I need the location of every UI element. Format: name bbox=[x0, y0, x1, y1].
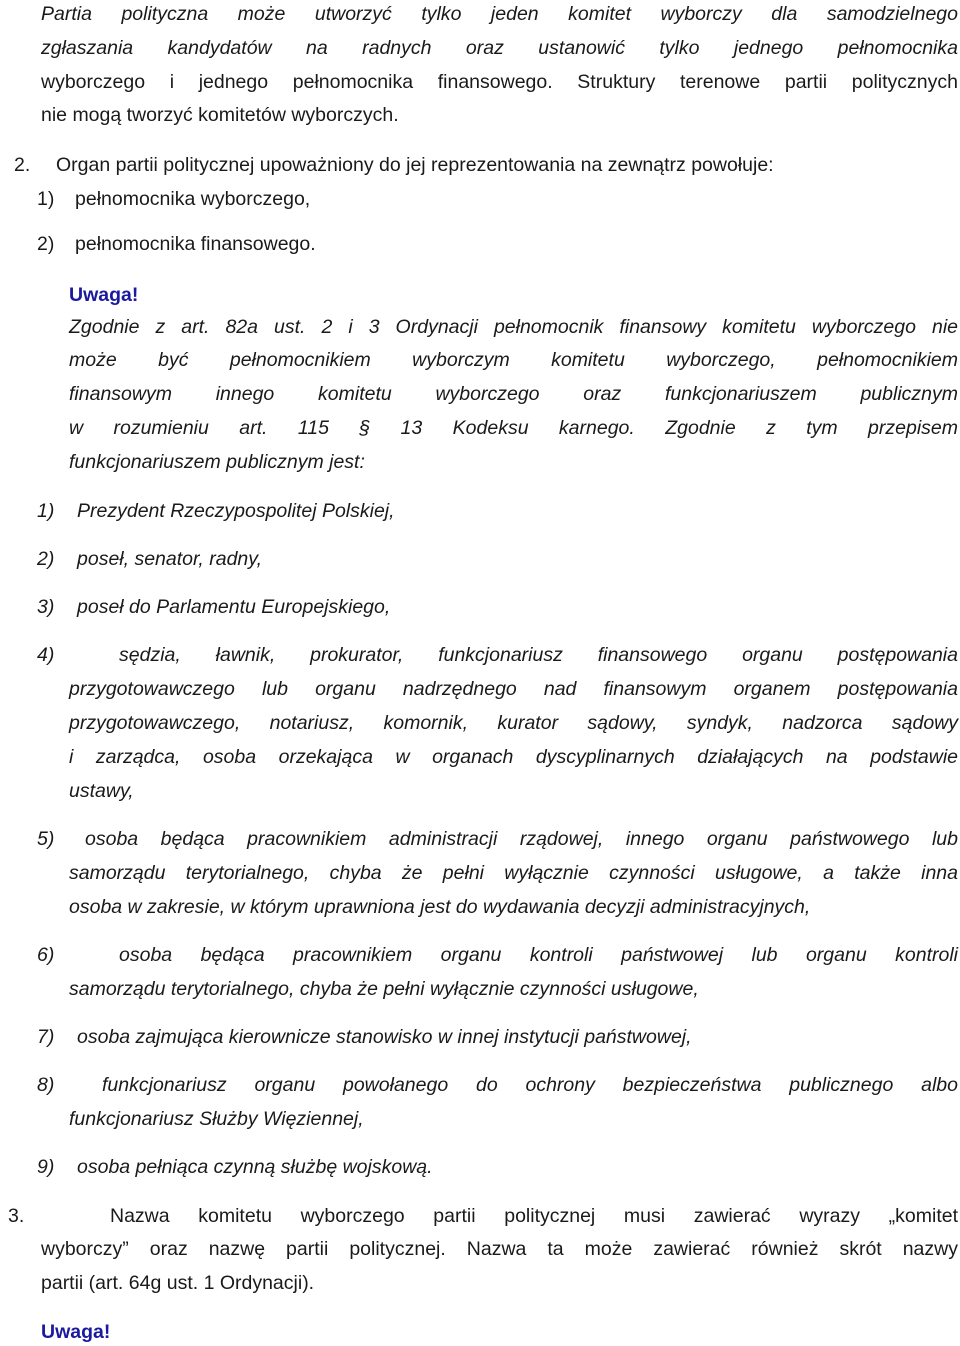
text-line: zgłaszania kandydatów na radnych oraz ustanowić tylko jednego pełnomocnika bbox=[41, 37, 958, 59]
list-number: 2) bbox=[37, 548, 55, 570]
list-item: pełnomocnika finansowego. bbox=[75, 233, 316, 255]
list-item: osoba pełniąca czynną służbę wojskową. bbox=[77, 1156, 433, 1178]
list-number: 5) bbox=[37, 828, 55, 850]
text-line: funkcjonariuszem publicznym jest: bbox=[69, 451, 365, 473]
text-line: Nazwa komitetu wyborczego partii politycznej musi zawierać wyrazy „komitet bbox=[110, 1205, 958, 1227]
list-number: 1) bbox=[37, 188, 55, 210]
section-intro: Organ partii politycznej upoważniony do jej reprezentowania na zewnątrz powołuje: bbox=[56, 154, 774, 176]
list-number: 9) bbox=[37, 1156, 55, 1178]
list-item-cont: ustawy, bbox=[69, 780, 134, 802]
text-line: może być pełnomocnikiem wyborczym komitetu wyborczego, pełnomocnikiem bbox=[69, 349, 958, 371]
text-line: wyborczego i jednego pełnomocnika finansowego. Struktury terenowe partii politycznych bbox=[41, 71, 958, 93]
text-line: w rozumieniu art. 115 § 13 Kodeksu karnego. Zgodnie z tym przepisem bbox=[69, 417, 958, 439]
list-number: 2) bbox=[37, 233, 55, 255]
text-line: nie mogą tworzyć komitetów wyborczych. bbox=[41, 104, 399, 126]
list-item: poseł, senator, radny, bbox=[77, 548, 263, 570]
list-number: 6) bbox=[37, 944, 55, 966]
list-item-cont: osoba w zakresie, w którym uprawniona jest do wydawania decyzji administracyjnych, bbox=[69, 896, 811, 918]
note-label: Uwaga! bbox=[41, 1321, 111, 1343]
text-line: Partia polityczna może utworzyć tylko jeden komitet wyborczy dla samodzielnego bbox=[41, 3, 958, 25]
section-number: 3. bbox=[8, 1205, 25, 1227]
list-item: poseł do Parlamentu Europejskiego, bbox=[77, 596, 391, 618]
list-item-cont: funkcjonariusz Służby Więziennej, bbox=[69, 1108, 364, 1130]
list-item: osoba będąca pracownikiem administracji rządowej, innego organu państwowego lub bbox=[85, 828, 958, 850]
list-item: sędzia, ławnik, prokurator, funkcjonariusz finansowego organu postępowania bbox=[119, 644, 958, 666]
note-label: Uwaga! bbox=[69, 284, 139, 306]
list-number: 7) bbox=[37, 1026, 55, 1048]
list-item: Prezydent Rzeczypospolitej Polskiej, bbox=[77, 500, 395, 522]
list-number: 3) bbox=[37, 596, 55, 618]
list-item-cont: przygotowawczego lub organu nadrzędnego nad finansowym organem postępowania bbox=[69, 678, 958, 700]
text-line: finansowym innego komitetu wyborczego oraz funkcjonariuszem publicznym bbox=[69, 383, 958, 405]
list-number: 8) bbox=[37, 1074, 55, 1096]
text-line: partii (art. 64g ust. 1 Ordynacji). bbox=[41, 1272, 315, 1294]
list-item-cont: przygotowawczego, notariusz, komornik, kurator sądowy, syndyk, nadzorca sądowy bbox=[69, 712, 958, 734]
list-item-cont: samorządu terytorialnego, chyba że pełni wyłącznie czynności usługowe, bbox=[69, 978, 699, 1000]
list-item-cont: i zarządca, osoba orzekająca w organach dyscyplinarnych działających na podstawie bbox=[69, 746, 958, 768]
list-item: osoba zajmująca kierownicze stanowisko w innej instytucji państwowej, bbox=[77, 1026, 692, 1048]
text-line: Zgodnie z art. 82a ust. 2 i 3 Ordynacji pełnomocnik finansowy komitetu wyborczego nie bbox=[69, 316, 958, 338]
text-line: wyborczy” oraz nazwę partii politycznej. Nazwa ta może zawierać również skrót nazwy bbox=[41, 1238, 958, 1260]
list-item: osoba będąca pracownikiem organu kontroli państwowej lub organu kontroli bbox=[119, 944, 958, 966]
list-number: 1) bbox=[37, 500, 55, 522]
list-item: pełnomocnika wyborczego, bbox=[75, 188, 311, 210]
section-number: 2. bbox=[14, 154, 31, 176]
list-number: 4) bbox=[37, 644, 55, 666]
list-item: funkcjonariusz organu powołanego do ochrony bezpieczeństwa publicznego albo bbox=[102, 1074, 958, 1096]
list-item-cont: samorządu terytorialnego, chyba że pełni wyłącznie czynności usługowe, a także inna bbox=[69, 862, 958, 884]
